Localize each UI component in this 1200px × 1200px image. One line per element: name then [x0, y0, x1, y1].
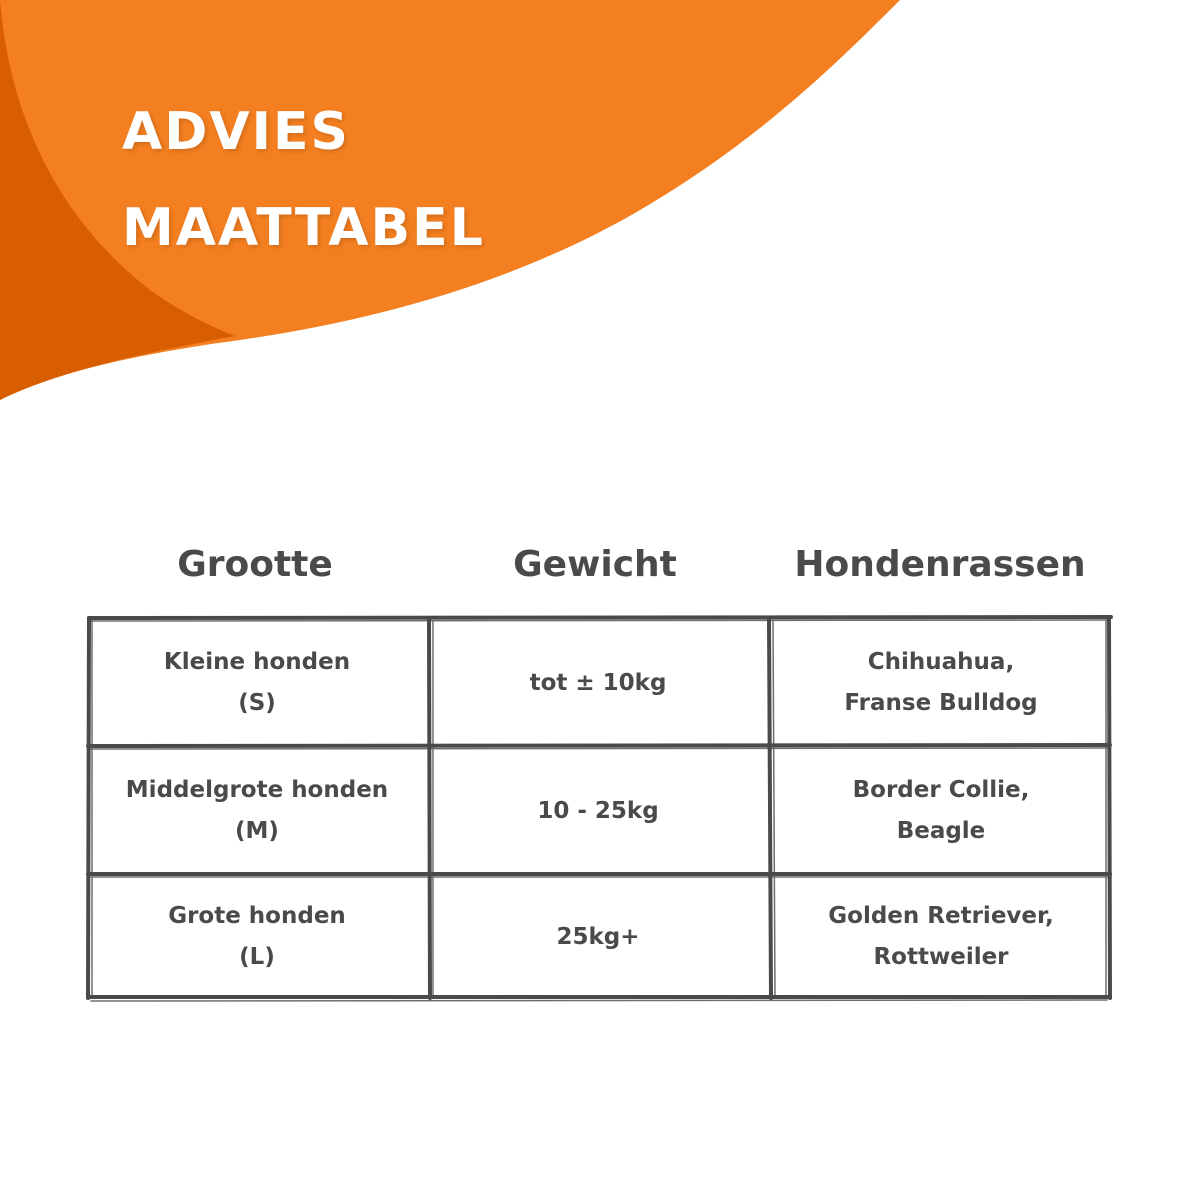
size-table: [85, 612, 1115, 1004]
table-cell-size-s: [89, 620, 425, 746]
title-line-2: MAATTABEL: [122, 198, 485, 258]
page-title: [122, 84, 485, 276]
breed-1: Border Collie,: [852, 777, 1030, 803]
size-code: (M): [235, 818, 279, 844]
table-cell-breeds-s: [771, 620, 1111, 746]
header-breeds: Hondenrassen: [794, 544, 1086, 585]
table-cell-size-l: [89, 876, 425, 998]
table-header-row: [85, 535, 1115, 595]
size-label: Middelgrote honden: [125, 777, 389, 803]
table-cell-breeds-m: [771, 748, 1111, 874]
header-weight: Gewicht: [513, 544, 677, 585]
size-code: (L): [239, 944, 275, 970]
breed-1: Chihuahua,: [867, 649, 1015, 675]
breed-2: Beagle: [896, 818, 986, 844]
table-cell-weight-m: [431, 748, 765, 874]
size-code: (S): [238, 690, 276, 716]
weight-value: 10 - 25kg: [537, 797, 659, 824]
grid-border-top: [89, 617, 1111, 618]
table-cell-weight-l: [431, 876, 765, 998]
grid-sketch-bottom: [91, 1000, 1107, 1001]
size-label: Grote honden: [168, 903, 346, 929]
breed-1: Golden Retriever,: [828, 903, 1054, 929]
weight-value: 25kg+: [556, 923, 640, 950]
grid-col-divider-1: [429, 619, 430, 998]
weight-value: tot ± 10kg: [529, 669, 667, 696]
size-label: Kleine honden: [163, 649, 351, 675]
breed-2: Rottweiler: [873, 944, 1009, 970]
table-cell-weight-s: [431, 620, 765, 746]
table-cell-size-m: [89, 748, 425, 874]
breed-2: Franse Bulldog: [844, 690, 1038, 716]
title-line-1: ADVIES: [122, 102, 350, 162]
table-cell-breeds-l: [771, 876, 1111, 998]
header-size: Grootte: [177, 544, 333, 585]
